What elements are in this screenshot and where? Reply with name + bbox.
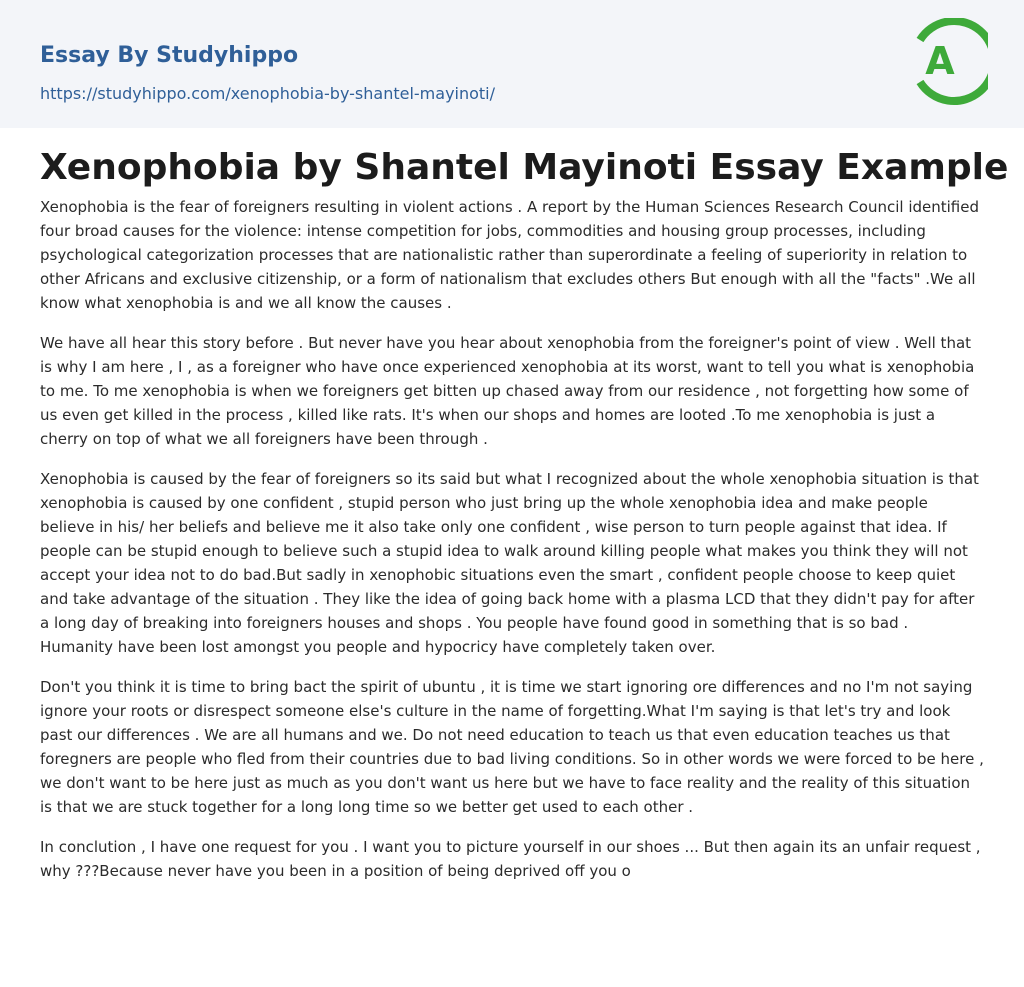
page-title: Xenophobia by Shantel Mayinoti Essay Example <box>40 147 1009 188</box>
essay-paragraph: We have all hear this story before . But never have you hear about xenophobia from the foreigner's point of view . Well that is why I am here , I , as a foreigner who have once experienced xenophobia at its worst, want to tell you what is xenophobia to me. To me xenophobia is when we foreigners get bitten up chased away from our residence , not forgetting how some of us even get killed in the process , killed like rats. It's when our shops and homes are looted .To me xenophobia is just a cherry on top of what we all foreigners have been through . <box>40 334 975 448</box>
essay-paragraph: Xenophobia is caused by the fear of foreigners so its said but what I recognized about the whole xenophobia situation is that xenophobia is caused by one confident , stupid person who just bring up the whole xenophobia idea and make people believe in his/ her beliefs and believe me it also take only one confident , wise person to turn people against that idea. If people can be stupid enough to believe such a stupid idea to walk around killing people what makes you think they will not accept your idea not to do bad.But sadly in xenophobic situations even the smart , confident people choose to keep quiet and take advantage of the situation . They like the idea of going back home with a plasma LCD that they didn't pay for after a long day of breaking into foreigners houses and shops . You people have found good in something that is so bad . Humanity have been lost amongst you people and hypocricy have completely taken over. <box>40 470 979 656</box>
essay-url-link[interactable]: https://studyhippo.com/xenophobia-by-shantel-mayinoti/ <box>40 84 496 103</box>
essay-paragraph: Xenophobia is the fear of foreigners resulting in violent actions . A report by the Human Sciences Research Council identified four broad causes for the violence: intense competition for jobs, commodities and housing group processes, including psychological categorization processes that are nationalistic rather than superordinate a feeling of superiority in relation to other Africans and exclusive citizenship, or a form of nationalism that excludes others But enough with all the "facts" .We all know what xenophobia is and we all know the causes . <box>40 198 979 312</box>
essay-paragraph: In conclution , I have one request for you . I want you to picture yourself in our shoes ... But then again its an unfair request , why ???Because never have you been in a position of being deprived off you o <box>40 838 981 880</box>
site-header <box>0 0 1024 128</box>
brand-title[interactable]: Essay By Studyhippo <box>40 43 299 68</box>
essay-content <box>40 145 1009 899</box>
brand-logo-icon[interactable] <box>912 18 988 108</box>
logo-letter: A <box>925 39 955 83</box>
essay-paragraph: Don't you think it is time to bring bact the spirit of ubuntu , it is time we start ignoring ore differences and no I'm not saying ignore your roots or disrespect someone else's culture in the name of forgetting.What I'm saying is that let's try and look past our differences . We are all humans and we. Do not need education to teach us that even education teaches us that foregners are people who fled from their countries due to bad living conditions. So in other words we were forced to be here , we don't want to be here just as much as you don't want us here but we have to face reality and the reality of this situation is that we are stuck together for a long long time so we better get used to each other . <box>40 678 984 816</box>
